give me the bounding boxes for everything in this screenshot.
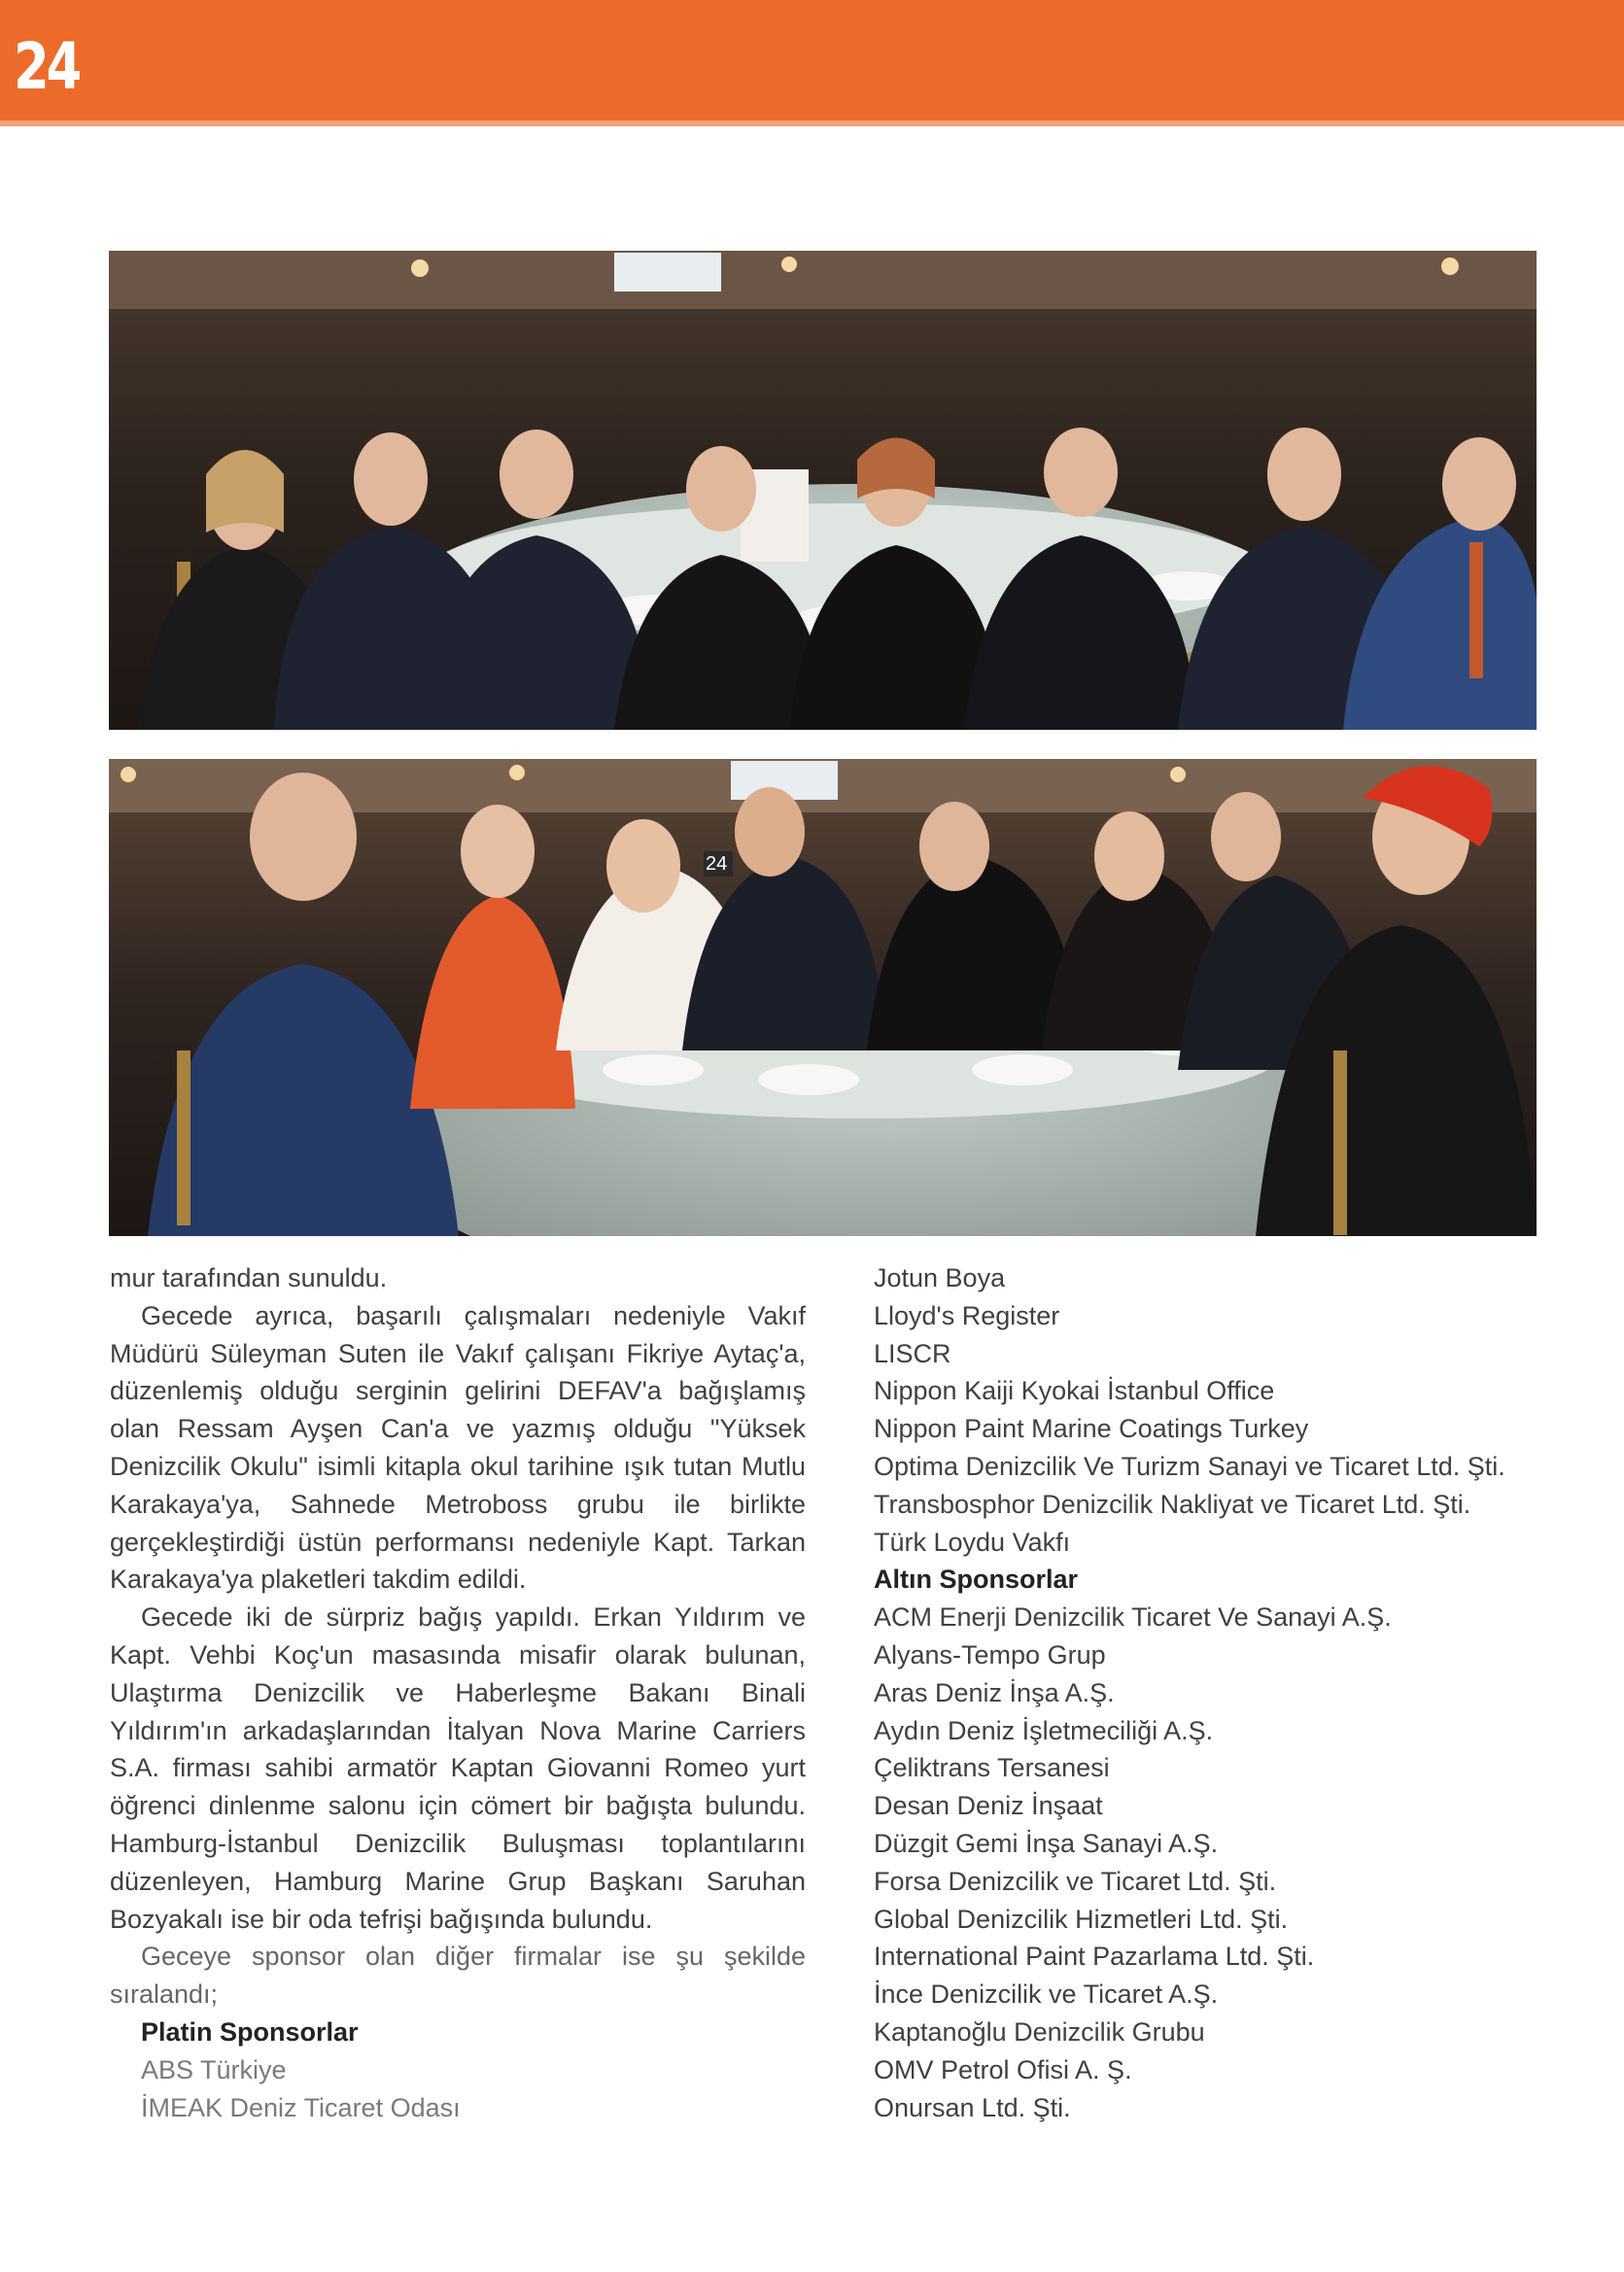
paragraph-donations: Gecede iki de sürpriz bağış yapıldı. Erkan Yıldırım ve Kapt. Vehbi Koç'un masasında misafir olarak bulunan, Ulaştırma Denizcilik ve Haberleşme Bakanı Binali Yıldırım'ın arkadaşlarından İtalyan Nova Marine Carriers S.A. firması sahibi armatör Kaptan Giovanni Romeo yurt öğrenci dinlenme salonu için cömert bir bağışta bulundu. Hamburg-İstanbul Denizcilik Buluşması toplantılarını düzenleyen, Hamburg Marine Grup Başkanı Saruhan Bozyakalı ise bir oda tefrişi bağışında bulundu.: [110, 1602, 806, 1934]
page-number: 24: [14, 29, 80, 104]
sponsor-list-item: Alyans-Tempo Grup: [874, 1639, 1106, 1670]
sponsor-list-item: Lloyd's Register: [874, 1300, 1060, 1330]
sponsor-list-item: Jotun Boya: [874, 1263, 1006, 1292]
event-photo-2: [109, 759, 1537, 1236]
sponsor-list-item: Onursan Ltd. Şti.: [874, 2092, 1071, 2122]
sponsor-list-item: Çeliktrans Tersanesi: [874, 1753, 1110, 1783]
sponsor-list-item: Aras Deniz İnşa A.Ş.: [874, 1677, 1115, 1707]
sponsor-list-item: Transbosphor Denizcilik Nakliyat ve Ticaret Ltd. Şti.: [874, 1489, 1471, 1519]
gold-sponsors-heading: Altın Sponsorlar: [874, 1565, 1079, 1595]
sponsor-list-item: Nippon Kaiji Kyokai İstanbul Office: [874, 1376, 1275, 1406]
sponsor-list-item: Aydın Deniz İşletmeciliği A.Ş.: [874, 1715, 1214, 1745]
photo-tag-label: 24: [706, 853, 728, 875]
sponsor-list-item: Desan Deniz İnşaat: [874, 1791, 1103, 1821]
sponsor-list-item: Optima Denizcilik Ve Turizm Sanayi ve Ticaret Ltd. Şti.: [874, 1451, 1505, 1481]
paragraph-awards: Gecede ayrıca, başarılı çalışmaları nedeniyle Vakıf Müdürü Süleyman Suten ile Vakıf çalışanı Fikriye Aytaç'a, düzenlemiş olduğu serginin gelirini DEFAV'a bağışlamış olan Ressam Ayşen Can'a ve yazmış olduğu "Yüksek Denizcilik Okulu" isimli kitapla okul tarihine ışık tutan Mutlu Karakaya'ya, Sahnede Metroboss grubu ile birlikte gerçekleştirdiği üstün performansı nedeniyle Kapt. Tarkan Karakaya'ya plaketleri takdim edildi.: [110, 1300, 806, 1595]
sponsor-list-item: International Paint Pazarlama Ltd. Şti.: [874, 1942, 1315, 1972]
sponsor-list-item: ABS Türkiye: [141, 2054, 287, 2084]
sponsor-list-item: Forsa Denizcilik ve Ticaret Ltd. Şti.: [874, 1866, 1277, 1896]
article-left-column: [110, 1259, 806, 2126]
sponsor-list-item: İMEAK Deniz Ticaret Odası: [141, 2092, 461, 2122]
gala-dinner-table-photo-icon: [109, 759, 1537, 1236]
sponsor-list-right-column: [874, 1259, 1554, 2126]
event-photo-1: [109, 251, 1537, 730]
sponsor-list-item: İnce Denizcilik ve Ticaret A.Ş.: [874, 1979, 1219, 2010]
sponsor-list-item: Düzgit Gemi İnşa Sanayi A.Ş.: [874, 1828, 1219, 1858]
page-header-band: [0, 0, 1624, 126]
paragraph-continuation: mur tarafından sunuldu.: [110, 1263, 388, 1292]
gala-dinner-table-photo-icon: [109, 251, 1537, 730]
sponsor-list-item: Nippon Paint Marine Coatings Turkey: [874, 1414, 1309, 1444]
sponsor-list-item: Kaptanoğlu Denizcilik Grubu: [874, 2016, 1205, 2047]
sponsor-list-item: ACM Enerji Denizcilik Ticaret Ve Sanayi A.Ş.: [874, 1602, 1392, 1633]
platinum-sponsors-heading: Platin Sponsorlar: [141, 2016, 359, 2047]
paragraph-sponsor-intro: Geceye sponsor olan diğer firmalar ise şu şekilde sıralandı;: [110, 1942, 806, 2010]
sponsor-list-item: Türk Loydu Vakfı: [874, 1527, 1071, 1557]
sponsor-list-item: Global Denizcilik Hizmetleri Ltd. Şti.: [874, 1904, 1289, 1934]
sponsor-list-item: LISCR: [874, 1338, 951, 1368]
sponsor-list-item: OMV Petrol Ofisi A. Ş.: [874, 2054, 1132, 2084]
